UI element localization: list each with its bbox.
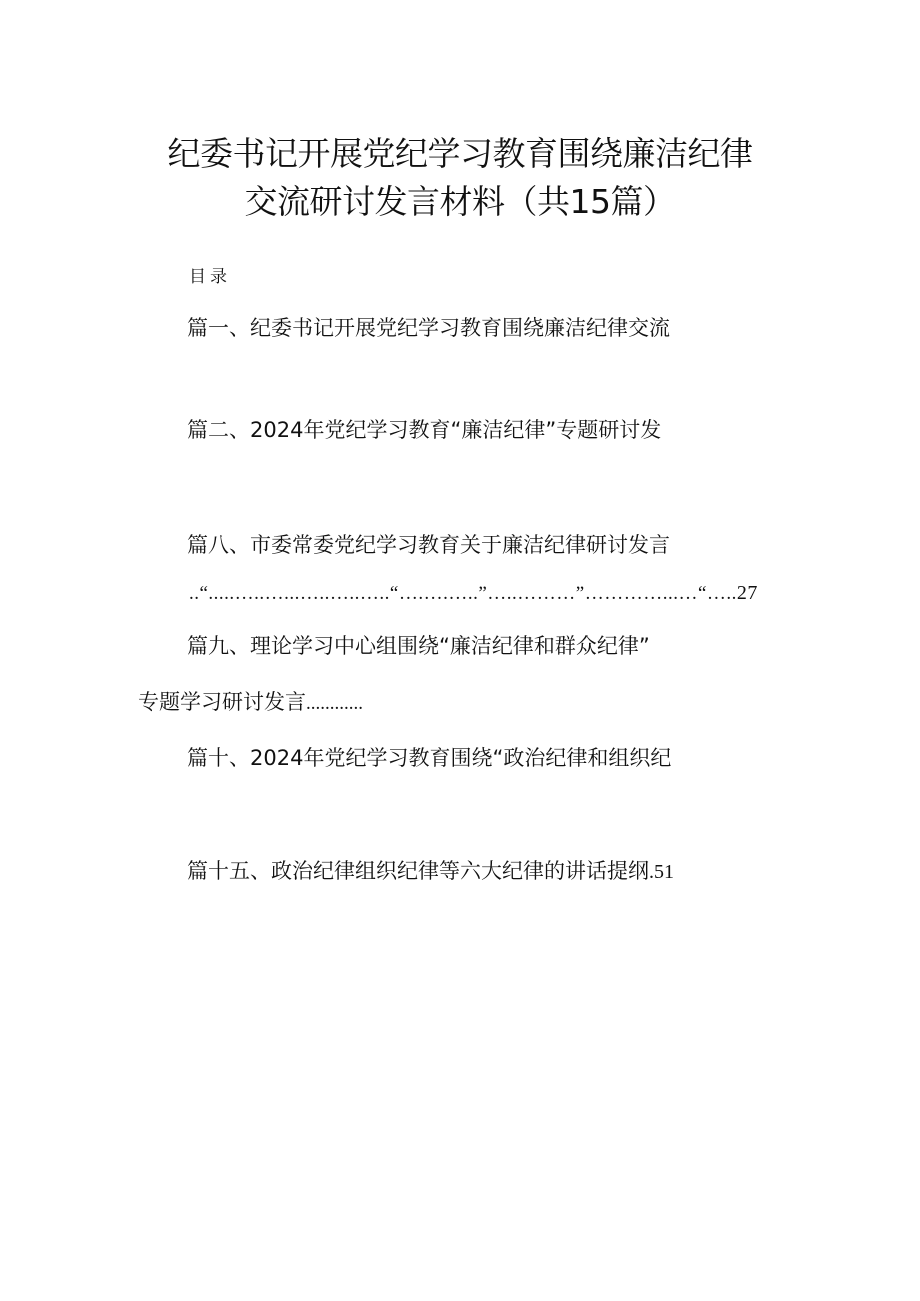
toc-entry-8[interactable]: 篇八、市委常委党纪学习教育关于廉洁纪律研讨发言 xyxy=(187,533,670,557)
page-number: .51 xyxy=(649,861,674,883)
toc-heading: 目录 xyxy=(189,267,231,287)
toc-entry-2[interactable]: 篇二、2024年党纪学习教育“廉洁纪律”专题研讨发 xyxy=(187,418,662,442)
dot-leader: ..“.....…..…...…..…..…..“….….…..”…..………”…………...…“….. xyxy=(189,583,737,604)
entry-title-text: 篇十五、政治纪律组织纪律等六大纪律的讲话提纲 xyxy=(187,859,649,883)
page-number: 27 xyxy=(736,582,758,604)
toc-entry-10[interactable]: 篇十、2024年党纪学习教育围绕“政治纪律和组织纪 xyxy=(187,746,672,770)
entry-continuation-text: 专题学习研讨发言 xyxy=(138,690,306,714)
toc-entry-15[interactable] xyxy=(187,857,674,886)
document-title-line-1: 纪委书记开展党纪学习教育围绕廉洁纪律 xyxy=(167,134,753,173)
dot-leader: ............ xyxy=(306,693,363,714)
toc-entry-9-continuation xyxy=(138,688,363,718)
toc-entry-1[interactable]: 篇一、纪委书记开展党纪学习教育围绕廉洁纪律交流 xyxy=(187,316,670,340)
toc-entry-8-leader-line xyxy=(189,579,758,608)
toc-entry-9[interactable]: 篇九、理论学习中心组围绕“廉洁纪律和群众纪律” xyxy=(187,634,650,658)
document-title-line-2: 交流研讨发言材料（共15篇） xyxy=(244,182,676,221)
